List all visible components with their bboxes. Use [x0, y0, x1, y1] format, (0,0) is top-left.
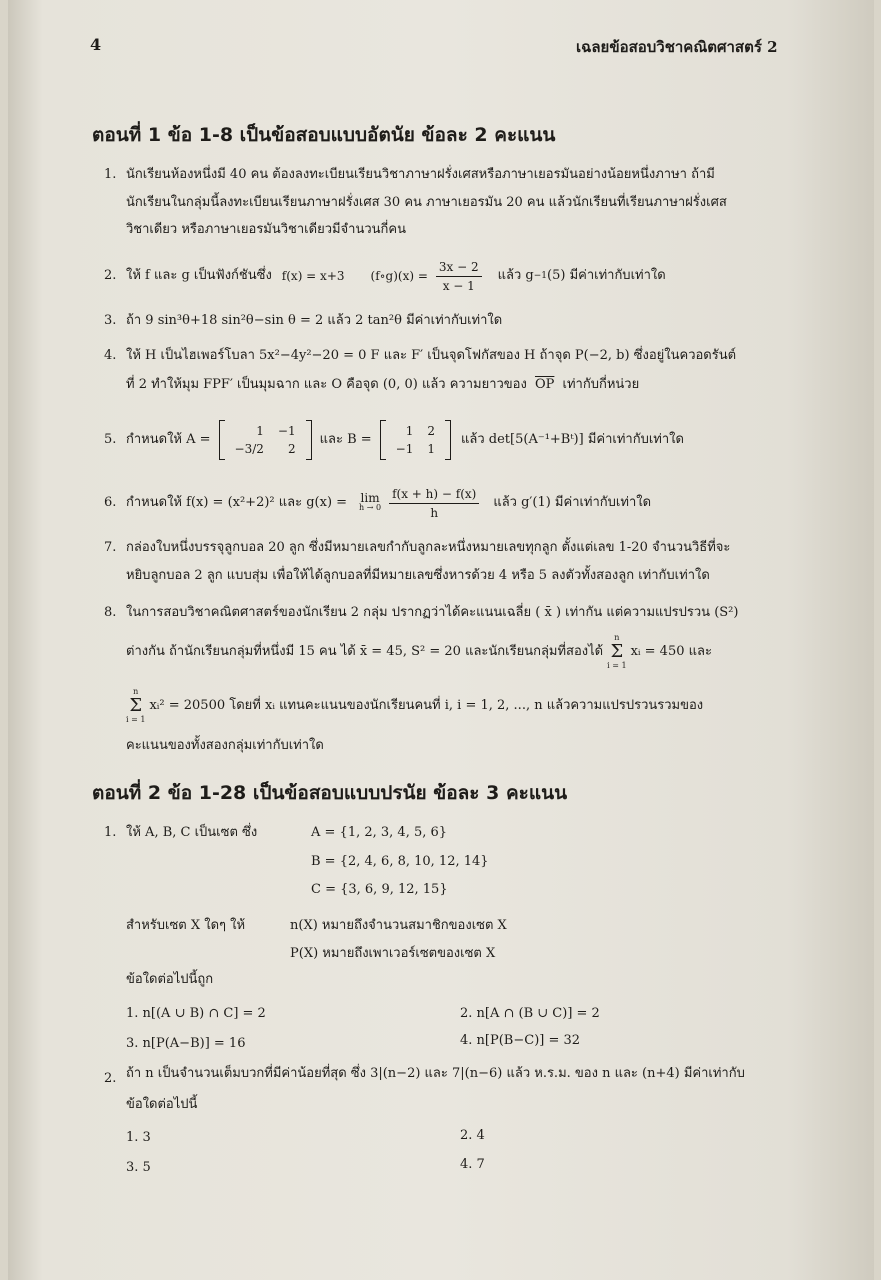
p2-q1-choice-3[interactable]: 3. n[P(A−B)] = 16 [126, 1036, 246, 1051]
q2-frac-num: 3x − 2 [436, 259, 482, 277]
q8-sum1 [607, 633, 626, 671]
q1-number: 1. [104, 167, 117, 182]
q8-sum2-top: n [133, 687, 139, 696]
set-a: A = {1, 2, 3, 4, 5, 6} [311, 825, 448, 840]
q5-lead: กำหนดให้ A = [126, 432, 211, 447]
q2-tail-sup: −1 [533, 271, 548, 281]
q8-sum1-bot: i = 1 [607, 661, 627, 670]
running-header-title: เฉลยข้อสอบวิชาคณิตศาสตร์ 2 [576, 38, 778, 56]
q4-line1: ให้ H เป็นไฮเพอร์โบลา 5x²−4y²−20 = 0 F และ F′ เป็นจุดโฟกัสของ H ถ้าจุด P(−2, b) ซึ่งอยู่ในควอดรันต์ [126, 348, 737, 363]
q3-text: ถ้า 9 sin³θ+18 sin²θ−sin θ = 2 แล้ว 2 tan²θ มีค่าเท่ากับเท่าใด [126, 313, 503, 328]
q2-content [126, 258, 666, 294]
sigma-symbol: Σ [129, 695, 143, 716]
q6-lim-sub: h → 0 [359, 503, 382, 512]
q8-number: 8. [104, 605, 117, 620]
q7-number: 7. [104, 540, 117, 555]
matrix-b-cell: −1 [395, 442, 414, 456]
q2-frac-den: x − 1 [442, 278, 475, 293]
matrix-b-cell: 1 [405, 424, 414, 438]
p2-q1-ask: ข้อใดต่อไปนี้ถูก [126, 972, 214, 987]
q6-number: 6. [104, 495, 117, 510]
p2-q2-line1: ถ้า n เป็นจำนวนเต็มบวกที่มีค่าน้อยที่สุด ซึ่ง 3|(n−2) และ 7|(n−6) แล้ว ห.ร.ม. ของ n และ (n+4) มีค่าเท่ากับ [126, 1066, 745, 1081]
p2-q1-def-lead: สำหรับเซต X ใดๆ ให้ [126, 918, 246, 933]
p2-q2-choice-1[interactable]: 1. 3 [126, 1130, 151, 1145]
q4-line2-a: ที่ 2 ทำให้มุม FPF′ เป็นมุมฉาก และ O คือจุด (0, 0) แล้ว ความยาวของ [126, 377, 527, 392]
q5-mid: และ B = [319, 432, 372, 447]
q2-tail-a: แล้ว g [497, 268, 534, 283]
q1-line3: วิชาเดียว หรือภาษาเยอรมันวิชาเดียวมีจำนวนกี่คน [126, 222, 407, 237]
q3-number: 3. [104, 313, 117, 328]
q5-number: 5. [104, 432, 117, 447]
matrix-a-row [228, 422, 303, 440]
q7-line2: หยิบลูกบอล 2 ลูก แบบสุ่ม เพื่อให้ได้ลูกบอลที่มีหมายเลขซึ่งหารด้วย 4 หรือ 5 ลงตัวทั้งสองลูก เท่ากับเท่าใด [126, 568, 710, 583]
p2-q2-choice-4[interactable]: 4. 7 [460, 1157, 485, 1172]
q8-line2-a: ต่างกัน ถ้านักเรียนกลุ่มที่หนึ่งมี 15 คน ได้ x̄ = 45, S² = 20 และนักเรียนกลุ่มที่สองได้ [126, 644, 604, 659]
matrix-b [380, 420, 451, 460]
p2-q2-choice-3[interactable]: 3. 5 [126, 1160, 151, 1175]
q1-line2: นักเรียนในกลุ่มนี้ลงทะเบียนเรียนภาษาฝรั่งเศส 30 คน ภาษาเยอรมัน 20 คน แล้วนักเรียนที่เรียนภาษาฝรั่งเศส [126, 195, 727, 210]
q2-tail-b: (5) มีค่าเท่ากับเท่าใด [547, 268, 666, 283]
q5-tail: แล้ว det[5(A⁻¹+Bᵗ)] มีค่าเท่ากับเท่าใด [461, 432, 684, 447]
q2-lead: ให้ f และ g เป็นฟังก์ชันซึ่ง [126, 268, 272, 283]
matrix-b-row [389, 422, 442, 440]
q2-fog: (f∘g)(x) = [370, 269, 428, 283]
q8-sum2 [126, 687, 145, 725]
q4-segment-op: $\overline{OP}$ [534, 377, 555, 392]
q6-limit [359, 493, 381, 513]
set-b: B = {2, 4, 6, 8, 10, 12, 14} [311, 854, 489, 869]
set-c: C = {3, 6, 9, 12, 15} [311, 882, 448, 897]
p2-q1-choice-1[interactable]: 1. n[(A ∪ B) ∩ C] = 2 [126, 1006, 266, 1021]
q8-line4: คะแนนของทั้งสองกลุ่มเท่ากับเท่าใด [126, 738, 324, 753]
q8-sum1-top: n [614, 633, 620, 642]
q5-content [126, 412, 684, 468]
q2-f-def: f(x) = x+3 [281, 269, 345, 283]
p2-q1-choice-4[interactable]: 4. n[P(B−C)] = 32 [460, 1033, 581, 1048]
q7-line1: กล่องใบหนึ่งบรรจุลูกบอล 20 ลูก ซึ่งมีหมายเลขกำกับลูกละหนึ่งหมายเลขทุกลูก ตั้งแต่เลข 1-20 จำนวนวิธีที่จะ [126, 540, 731, 555]
page-number: 4 [90, 35, 102, 54]
q6-tail: แล้ว g′(1) มีค่าเท่ากับเท่าใด [493, 495, 652, 510]
q6-frac-den: h [430, 505, 439, 520]
q6-frac-num: f(x + h) − f(x) [389, 486, 479, 504]
matrix-b-cell: 1 [427, 442, 436, 456]
q8-line1: ในการสอบวิชาคณิตศาสตร์ของนักเรียน 2 กลุ่ม ปรากฏว่าได้คะแนนเฉลี่ย ( x̄ ) เท่ากัน แต่ความแปรปรวน (S²) [126, 605, 739, 620]
matrix-a-cell: −1 [277, 424, 296, 438]
p2-q1-lead: ให้ A, B, C เป็นเซต ซึ่ง [126, 825, 258, 840]
q2-number: 2. [104, 268, 117, 283]
matrix-b-cell: 2 [427, 424, 436, 438]
p2-q2-number: 2. [104, 1071, 117, 1086]
matrix-b-row [389, 440, 442, 458]
p2-q2-choice-2[interactable]: 2. 4 [460, 1128, 485, 1143]
q6-fraction [389, 486, 479, 521]
q8-line2-b: xᵢ = 450 และ [630, 644, 712, 659]
q6-lead: กำหนดให้ f(x) = (x²+2)² และ g(x) = [126, 495, 348, 510]
q2-fraction [436, 259, 482, 294]
matrix-a-row [228, 440, 303, 458]
p2-q1-choice-2[interactable]: 2. n[A ∩ (B ∪ C)] = 2 [460, 1006, 600, 1021]
q8-line3-a: xᵢ² = 20500 โดยที่ xᵢ แทนคะแนนของนักเรียนคนที่ i, i = 1, 2, ..., n แล้วความแปรปรวนรวมของ [149, 698, 704, 713]
matrix-a-cell: 1 [256, 424, 264, 438]
q4-line2 [126, 377, 639, 393]
q6-content [126, 484, 651, 522]
matrix-a-cell: −3/2 [234, 442, 264, 456]
q8-line2 [126, 632, 712, 672]
q4-number: 4. [104, 348, 117, 363]
q8-sum2-bot: i = 1 [126, 715, 146, 724]
q4-line2-b: เท่ากับกี่หน่วย [562, 377, 640, 392]
page-sheet [8, 0, 874, 1280]
p2-q2-line2: ข้อใดต่อไปนี้ [126, 1097, 198, 1112]
q6-lim-word: lim [360, 491, 380, 505]
matrix-a-cell: 2 [287, 442, 296, 456]
part2-heading: ตอนที่ 2 ข้อ 1-28 เป็นข้อสอบแบบปรนัย ข้อละ 3 คะแนน [92, 782, 568, 804]
p2-q1-def1: n(X) หมายถึงจำนวนสมาชิกของเซต X [290, 918, 507, 933]
part1-heading: ตอนที่ 1 ข้อ 1-8 เป็นข้อสอบแบบอัตนัย ข้อละ 2 คะแนน [92, 124, 556, 146]
sigma-symbol: Σ [610, 641, 624, 662]
matrix-a [219, 420, 312, 460]
p2-q1-number: 1. [104, 825, 117, 840]
q1-line1: นักเรียนห้องหนึ่งมี 40 คน ต้องลงทะเบียนเรียนวิชาภาษาฝรั่งเศสหรือภาษาเยอรมันอย่างน้อยหนึ่งภาษา ถ้ามี [126, 167, 715, 182]
p2-q1-def2: P(X) หมายถึงเพาเวอร์เซตของเซต X [290, 946, 496, 961]
q8-line3 [126, 686, 703, 726]
